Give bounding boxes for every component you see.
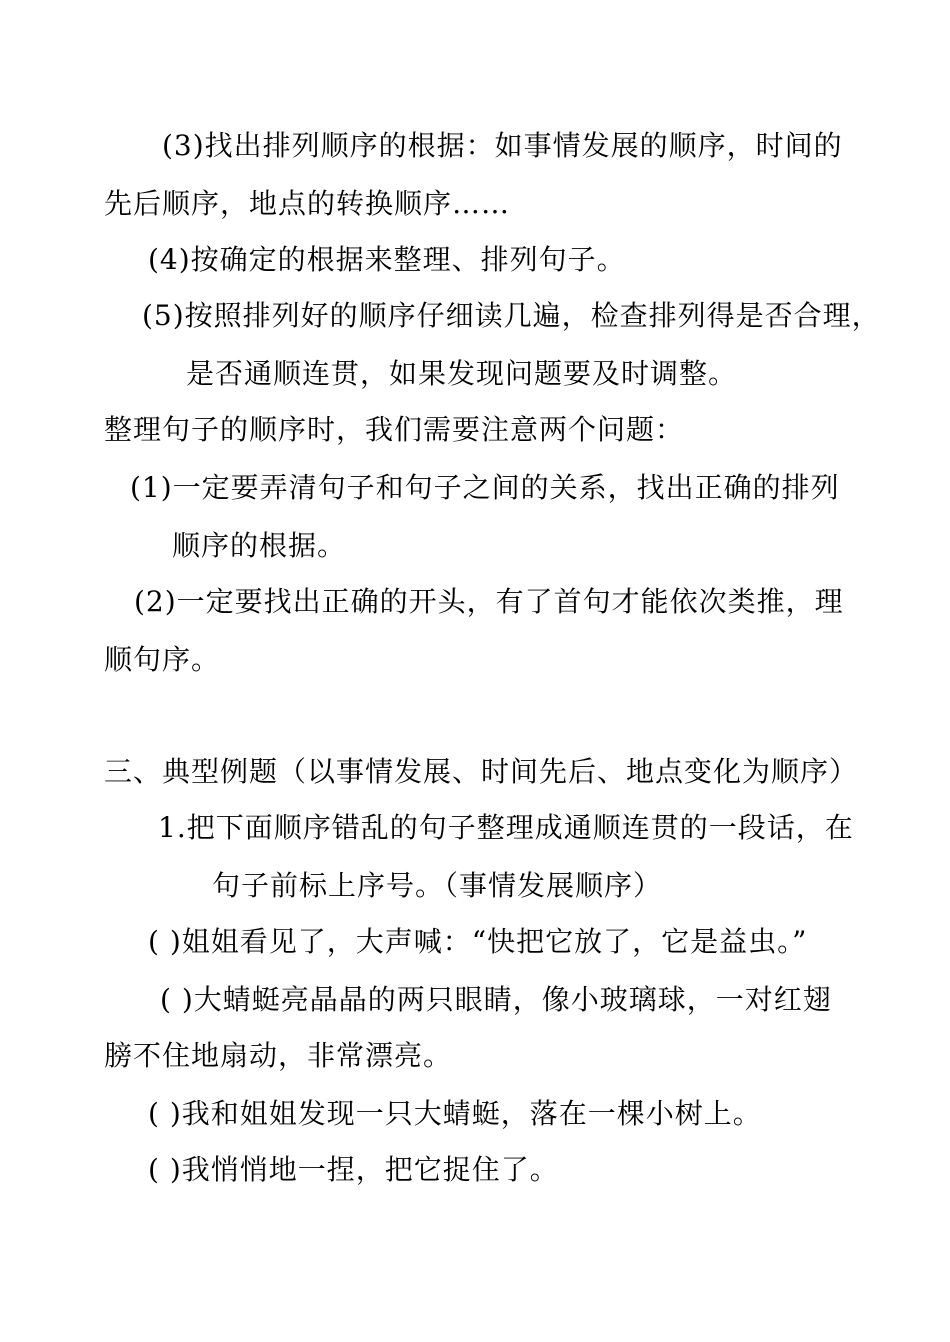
text-line-step-3: (3)找出排列顺序的根据：如事情发展的顺序，时间的 xyxy=(162,129,843,162)
text-line-item-b-cont: 膀不住地扇动，非常漂亮。 xyxy=(104,1039,453,1072)
text-line-step-3-cont: 先后顺序，地点的转换顺序…… xyxy=(104,187,511,220)
text-line-step-5: (5)按照排列好的顺序仔细读几遍，检查排列得是否合理， xyxy=(142,299,881,332)
text-line-exercise-1-cont: 句子前标上序号。（事情发展顺序） xyxy=(212,869,663,902)
text-line-exercise-1: 1.把下面顺序错乱的句子整理成通顺连贯的一段话，在 xyxy=(158,811,854,844)
text-line-item-c: ( )我和姐姐发现一只大蜻蜓，落在一棵小树上。 xyxy=(148,1097,762,1130)
text-line-notice-2-cont: 顺句序。 xyxy=(104,643,221,676)
section-heading: 三、典型例题（以事情发展、时间先后、地点变化为顺序） xyxy=(104,755,859,788)
text-line-notice-1-cont: 顺序的根据。 xyxy=(172,529,347,562)
text-line-notice-1: (1)一定要弄清句子和句子之间的关系，找出正确的排列 xyxy=(130,471,840,504)
text-line-step-4: (4)按确定的根据来整理、排列句子。 xyxy=(148,243,626,276)
text-line-step-5-cont: 是否通顺连贯，如果发现问题要及时调整。 xyxy=(186,357,738,390)
text-line-item-a: ( )姐姐看见了，大声喊：“快把它放了，它是益虫。” xyxy=(148,925,808,958)
text-line-item-b: ( )大蜻蜓亮晶晶的两只眼睛，像小玻璃球，一对红翅 xyxy=(160,983,832,1016)
text-line-notice-2: (2)一定要找出正确的开头，有了首句才能依次类推，理 xyxy=(134,585,844,618)
text-line-item-d: ( )我悄悄地一捏，把它捉住了。 xyxy=(148,1153,559,1186)
text-line-notice-heading: 整理句子的顺序时，我们需要注意两个问题： xyxy=(104,413,685,446)
